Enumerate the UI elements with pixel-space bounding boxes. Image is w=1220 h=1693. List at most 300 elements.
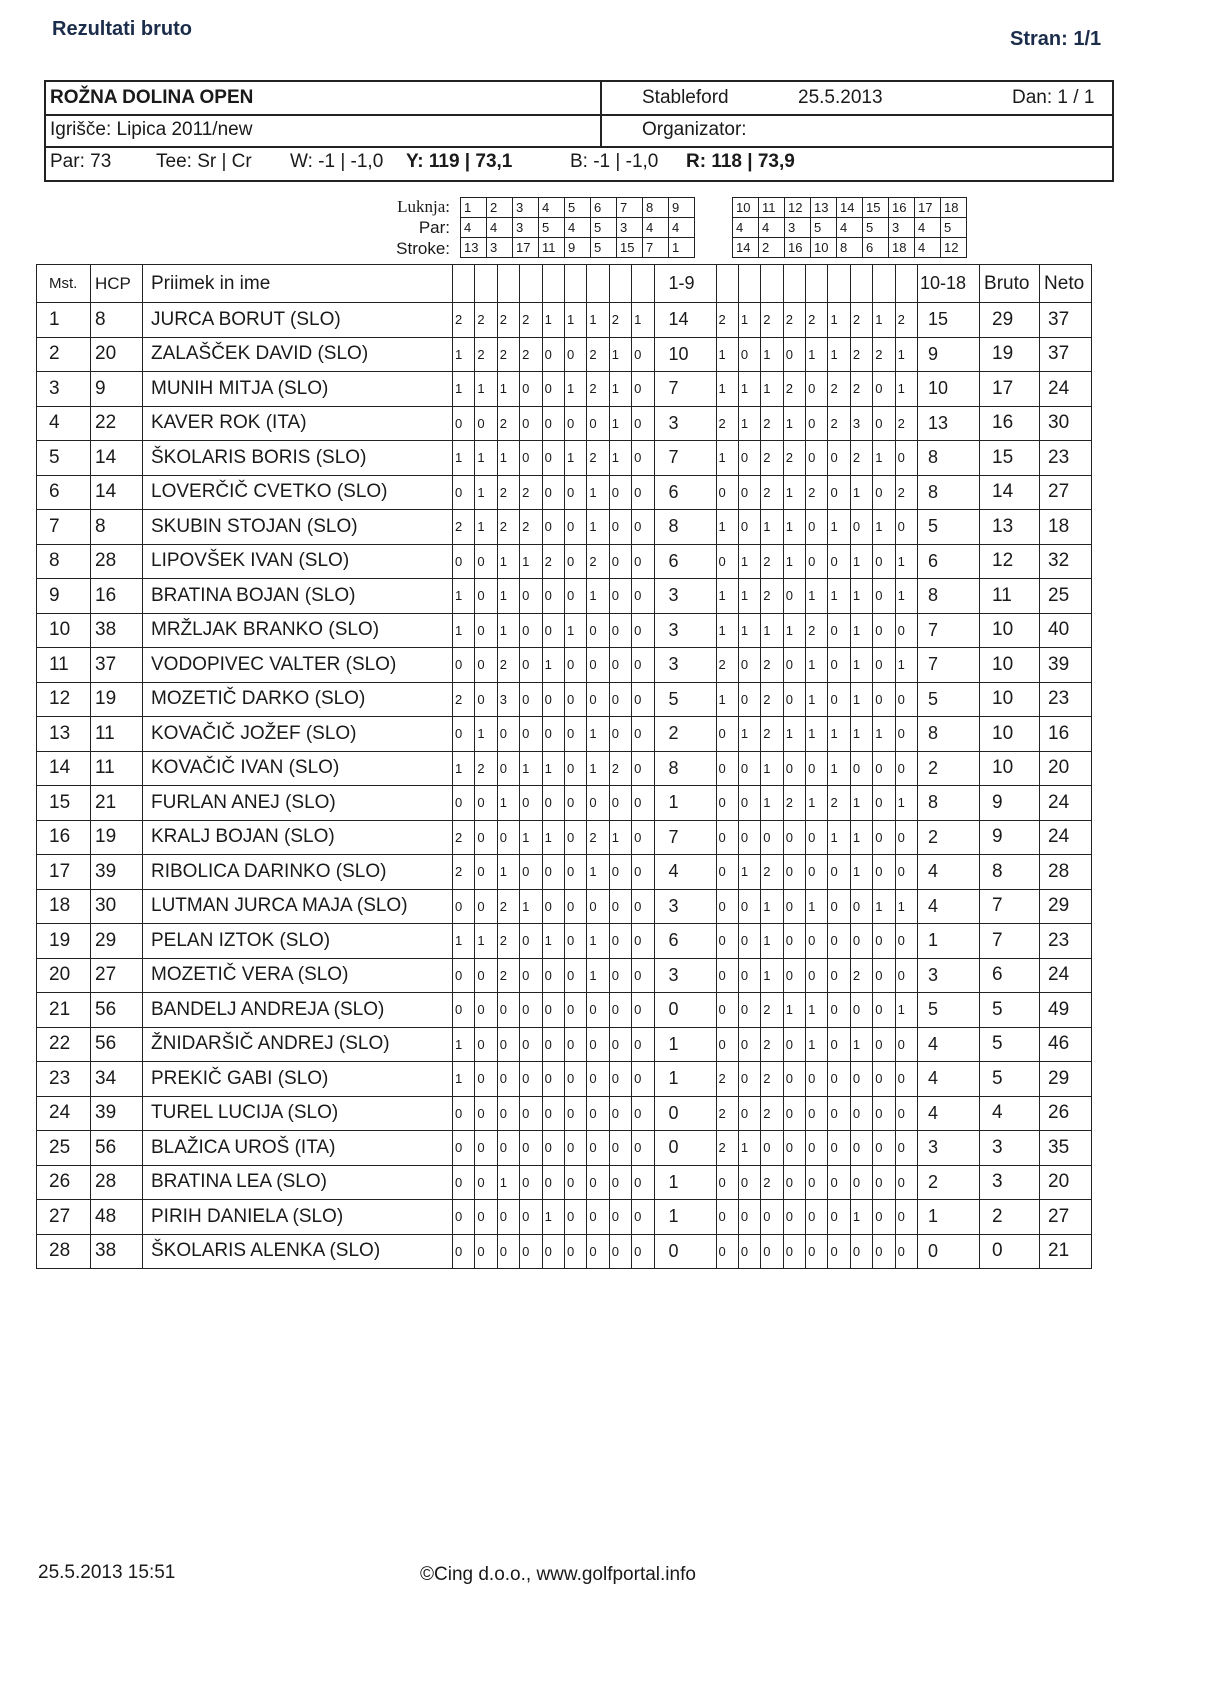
hole-score-cell: 0 [587, 1062, 609, 1097]
hole-stroke-cell: 4 [915, 238, 941, 258]
hole-par-cell: 3 [513, 218, 539, 238]
hole-score-cell: 3 [497, 682, 519, 717]
hole-par-cell: 4 [733, 218, 759, 238]
hole-par-cell: 4 [837, 218, 863, 238]
hole-score-cell: 0 [587, 1096, 609, 1131]
hole-par-cell: 4 [643, 218, 669, 238]
hole-score-cell: 0 [475, 889, 497, 924]
front-total-cell: 0 [654, 993, 716, 1028]
table-row [37, 372, 1092, 407]
hole-score-cell: 0 [609, 924, 631, 959]
hole-score-cell: 2 [895, 303, 917, 338]
hole-score-cell: 0 [850, 889, 872, 924]
hole-score-cell: 0 [716, 544, 738, 579]
hole-score-cell: 0 [520, 1027, 542, 1062]
hole-par-cell: 3 [889, 218, 915, 238]
hole-score-cell: 0 [632, 1131, 654, 1166]
hole-score-cell: 2 [716, 303, 738, 338]
hole-score-cell: 2 [497, 303, 519, 338]
table-row [37, 786, 1092, 821]
hole-score-cell: 1 [806, 579, 828, 614]
neto-cell: 25 [1040, 579, 1092, 614]
hole-score-cell: 2 [453, 855, 475, 890]
table-row [37, 441, 1092, 476]
hole-score-cell: 0 [783, 1062, 805, 1097]
hole-score-cell: 0 [542, 682, 564, 717]
hole-score-cell: 1 [850, 475, 872, 510]
hole-stroke-cell: 5 [591, 238, 617, 258]
hole-score-cell: 0 [453, 1234, 475, 1269]
hole-score-cell: 0 [873, 993, 895, 1028]
hole-score-cell: 1 [828, 579, 850, 614]
bruto-cell: 10 [980, 717, 1040, 752]
hole-score-cell: 0 [828, 682, 850, 717]
table-row [37, 579, 1092, 614]
hole-score-cell: 0 [783, 1165, 805, 1200]
hole-score-cell: 0 [475, 648, 497, 683]
hole-score-cell: 1 [587, 303, 609, 338]
col-neto: Neto [1040, 265, 1092, 303]
hole-score-cell: 0 [475, 786, 497, 821]
front-total-cell: 4 [654, 855, 716, 890]
hole-score-cell: 0 [738, 1027, 760, 1062]
hole-score-cell: 0 [564, 820, 586, 855]
yellow-tee-rating: Y: 119 | 73,1 [406, 151, 513, 172]
bruto-cell: 7 [980, 924, 1040, 959]
hole-score-cell: 0 [873, 924, 895, 959]
hole-score-cell: 1 [542, 648, 564, 683]
hole-score-cell: 0 [828, 924, 850, 959]
neto-cell: 37 [1040, 303, 1092, 338]
table-row [37, 510, 1092, 545]
hole-score-cell: 0 [783, 958, 805, 993]
hole-score-cell: 1 [895, 993, 917, 1028]
neto-cell: 23 [1040, 682, 1092, 717]
hole-score-cell: 0 [520, 1096, 542, 1131]
front-total-cell: 1 [654, 1165, 716, 1200]
info-row-ratings [46, 146, 1112, 178]
hole-score-cell: 1 [738, 303, 760, 338]
player-name-cell: MOZETIČ DARKO (SLO) [143, 682, 453, 717]
bruto-cell: 11 [980, 579, 1040, 614]
hole-score-cell: 0 [542, 717, 564, 752]
hole-score-cell: 2 [716, 648, 738, 683]
hole-score-cell: 0 [828, 648, 850, 683]
hole-score-cell: 0 [520, 1062, 542, 1097]
front-total-cell: 7 [654, 441, 716, 476]
back-total-cell: 9 [918, 337, 980, 372]
hole-score-cell: 2 [497, 648, 519, 683]
hole-score-cell: 0 [716, 1234, 738, 1269]
bruto-cell: 7 [980, 889, 1040, 924]
hole-score-cell: 1 [587, 958, 609, 993]
hole-score-cell: 0 [609, 1234, 631, 1269]
player-name-cell: PIRIH DANIELA (SLO) [143, 1200, 453, 1235]
back-total-cell: 1 [918, 1200, 980, 1235]
back-total-cell: 7 [918, 648, 980, 683]
neto-cell: 27 [1040, 1200, 1092, 1235]
hole-score-cell: 0 [587, 648, 609, 683]
col-hcp: HCP [91, 265, 143, 303]
hole-number-cell: 12 [785, 198, 811, 218]
hole-score-cell: 0 [738, 786, 760, 821]
hole-par-cell: 5 [539, 218, 565, 238]
hole-score-cell: 0 [895, 717, 917, 752]
hole-number-cell: 4 [539, 198, 565, 218]
hole-score-cell: 0 [783, 337, 805, 372]
hcp-cell: 56 [91, 1027, 143, 1062]
hole-score-cell: 1 [850, 1200, 872, 1235]
hole-score-cell: 0 [828, 889, 850, 924]
hole-score-cell: 1 [738, 613, 760, 648]
hcp-cell: 11 [91, 717, 143, 752]
hole-score-cell: 0 [609, 544, 631, 579]
hole-score-cell: 1 [453, 924, 475, 959]
hole-score-cell: 0 [542, 337, 564, 372]
hole-score-cell: 0 [806, 1200, 828, 1235]
hole-score-cell: 1 [828, 510, 850, 545]
bruto-cell: 5 [980, 1062, 1040, 1097]
hole-score-cell: 0 [716, 924, 738, 959]
hole-score-cell: 1 [520, 544, 542, 579]
hole-score-cell: 0 [475, 544, 497, 579]
hole-score-cell: 1 [761, 613, 783, 648]
hole-par-cell: 5 [811, 218, 837, 238]
bruto-cell: 3 [980, 1165, 1040, 1200]
rank-cell: 20 [37, 958, 91, 993]
hole-score-cell: 0 [453, 993, 475, 1028]
hole-score-cell: 0 [632, 1165, 654, 1200]
hole-score-cell: 0 [497, 1096, 519, 1131]
hole-score-cell: 2 [761, 475, 783, 510]
hole-score-cell: 1 [783, 544, 805, 579]
hole-score-cell: 2 [497, 924, 519, 959]
hole-score-cell: 1 [895, 889, 917, 924]
hole-score-cell: 2 [587, 820, 609, 855]
hole-score-cell: 0 [520, 1131, 542, 1166]
back-total-cell: 4 [918, 889, 980, 924]
rank-cell: 24 [37, 1096, 91, 1131]
bruto-cell: 2 [980, 1200, 1040, 1235]
hole-score-cell: 0 [716, 820, 738, 855]
hole-score-cell: 0 [806, 372, 828, 407]
hole-score-cell: 1 [738, 717, 760, 752]
hole-score-cell: 0 [716, 958, 738, 993]
hole-score-cell: 1 [475, 510, 497, 545]
rank-cell: 4 [37, 406, 91, 441]
table-row [37, 1200, 1092, 1235]
blue-tee-rating: B: -1 | -1,0 [570, 151, 659, 172]
hcp-cell: 8 [91, 510, 143, 545]
hole-score-cell: 2 [520, 303, 542, 338]
hole-score-cell: 0 [873, 751, 895, 786]
back-total-cell: 8 [918, 717, 980, 752]
hole-par-cell: 4 [669, 218, 695, 238]
hole-score-cell: 0 [738, 1200, 760, 1235]
hole-score-cell: 0 [453, 786, 475, 821]
hole-score-cell: 0 [475, 613, 497, 648]
hole-score-cell: 1 [850, 682, 872, 717]
hole-score-cell: 0 [475, 855, 497, 890]
hole-number-cell: 15 [863, 198, 889, 218]
hole-score-cell: 0 [564, 924, 586, 959]
rank-cell: 12 [37, 682, 91, 717]
hole-score-cell: 0 [475, 682, 497, 717]
hole-score-cell: 2 [895, 475, 917, 510]
hcp-cell: 20 [91, 337, 143, 372]
hole-score-cell: 1 [895, 544, 917, 579]
front-total-cell: 3 [654, 613, 716, 648]
hole-score-cell: 0 [716, 1200, 738, 1235]
hole-score-cell: 0 [632, 406, 654, 441]
hole-score-cell: 0 [761, 1200, 783, 1235]
hole-score-cell: 0 [453, 1096, 475, 1131]
hole-score-cell: 0 [453, 544, 475, 579]
hole-score-cell: 0 [828, 993, 850, 1028]
hole-score-cell: 0 [873, 1165, 895, 1200]
hcp-cell: 22 [91, 406, 143, 441]
hole-score-cell: 1 [783, 406, 805, 441]
hole-score-cell: 0 [564, 717, 586, 752]
hole-score-cell: 1 [850, 613, 872, 648]
hole-score-cell: 0 [542, 613, 564, 648]
hole-score-cell: 0 [632, 579, 654, 614]
hole-score-cell: 0 [873, 958, 895, 993]
hole-score-cell: 0 [453, 1131, 475, 1166]
hole-score-cell: 0 [873, 786, 895, 821]
hole-score-cell: 0 [895, 924, 917, 959]
hole-score-cell: 0 [609, 510, 631, 545]
hole-score-cell: 2 [806, 613, 828, 648]
back-total-cell: 15 [918, 303, 980, 338]
hole-score-cell: 1 [850, 717, 872, 752]
bruto-cell: 15 [980, 441, 1040, 476]
front-total-cell: 3 [654, 406, 716, 441]
hole-score-cell: 0 [564, 855, 586, 890]
hole-score-cell: 0 [873, 475, 895, 510]
front-total-cell: 1 [654, 1062, 716, 1097]
hole-score-cell: 0 [542, 372, 564, 407]
event-name: ROŽNA DOLINA OPEN [50, 87, 254, 108]
hole-score-cell: 0 [873, 613, 895, 648]
table-row [37, 717, 1092, 752]
hole-score-cell: 1 [497, 855, 519, 890]
hole-score-cell: 1 [873, 303, 895, 338]
hole-score-cell: 0 [542, 958, 564, 993]
hole-score-cell: 0 [828, 1027, 850, 1062]
hole-score-cell: 2 [716, 1096, 738, 1131]
hole-score-cell: 0 [632, 441, 654, 476]
hole-number-cell: 9 [669, 198, 695, 218]
hole-score-cell: 1 [828, 717, 850, 752]
hole-score-cell: 2 [587, 372, 609, 407]
neto-cell: 32 [1040, 544, 1092, 579]
hole-score-cell: 0 [497, 717, 519, 752]
rank-cell: 15 [37, 786, 91, 821]
front-total-cell: 0 [654, 1131, 716, 1166]
hole-score-cell: 1 [497, 579, 519, 614]
hole-score-cell: 0 [828, 441, 850, 476]
player-name-cell: ZALAŠČEK DAVID (SLO) [143, 337, 453, 372]
hole-score-cell: 0 [520, 1234, 542, 1269]
hole-score-cell: 1 [806, 1027, 828, 1062]
player-name-cell: ŠKOLARIS ALENKA (SLO) [143, 1234, 453, 1269]
hole-score-cell: 0 [895, 855, 917, 890]
hole-score-cell: 1 [761, 372, 783, 407]
event-format: Stableford [642, 87, 729, 108]
hole-score-cell: 0 [609, 682, 631, 717]
hole-score-cell: 0 [632, 1200, 654, 1235]
hole-score-cell: 0 [738, 958, 760, 993]
hole-score-cell: 0 [738, 889, 760, 924]
hole-score-cell: 0 [828, 544, 850, 579]
player-name-cell: PELAN IZTOK (SLO) [143, 924, 453, 959]
hole-score-cell: 0 [806, 958, 828, 993]
player-name-cell: FURLAN ANEJ (SLO) [143, 786, 453, 821]
bruto-cell: 13 [980, 510, 1040, 545]
hole-number-cell: 5 [565, 198, 591, 218]
col-front-total: 1-9 [654, 265, 716, 303]
hole-score-cell: 0 [609, 958, 631, 993]
hole-score-cell: 1 [850, 855, 872, 890]
hole-score-cell: 0 [609, 993, 631, 1028]
hole-score-cell: 1 [564, 613, 586, 648]
hole-score-cell: 0 [475, 1234, 497, 1269]
table-row [37, 924, 1092, 959]
hole-score-cell: 1 [520, 889, 542, 924]
hole-score-cell: 1 [542, 1200, 564, 1235]
back-total-cell: 2 [918, 820, 980, 855]
hole-score-cell: 1 [497, 786, 519, 821]
hole-score-cell: 2 [475, 337, 497, 372]
hole-score-cell: 0 [783, 1131, 805, 1166]
hole-score-cell: 1 [761, 889, 783, 924]
hcp-cell: 56 [91, 993, 143, 1028]
hole-score-cell: 1 [587, 717, 609, 752]
hole-score-cell: 1 [783, 993, 805, 1028]
hole-score-cell: 0 [564, 406, 586, 441]
col-back-total: 10-18 [918, 265, 980, 303]
rank-cell: 22 [37, 1027, 91, 1062]
info-row-course [46, 114, 1112, 148]
hole-score-cell: 0 [828, 475, 850, 510]
hole-score-cell: 0 [761, 820, 783, 855]
hole-score-cell: 2 [453, 682, 475, 717]
hole-score-cell: 0 [564, 475, 586, 510]
hole-score-cell: 0 [542, 579, 564, 614]
hole-score-cell: 0 [564, 1200, 586, 1235]
hole-score-cell: 0 [520, 648, 542, 683]
hole-score-cell: 0 [453, 1165, 475, 1200]
hole-par-cell: 5 [591, 218, 617, 238]
hole-score-cell: 1 [828, 337, 850, 372]
hole-score-cell: 0 [738, 820, 760, 855]
hole-score-cell: 0 [783, 751, 805, 786]
hole-score-cell: 1 [850, 544, 872, 579]
hole-score-cell: 0 [609, 648, 631, 683]
hole-score-cell: 1 [806, 682, 828, 717]
hole-score-cell: 1 [873, 441, 895, 476]
hole-score-cell: 1 [475, 924, 497, 959]
hole-score-cell: 2 [850, 337, 872, 372]
hole-score-cell: 2 [783, 372, 805, 407]
rank-cell: 14 [37, 751, 91, 786]
hole-score-cell: 2 [761, 648, 783, 683]
hole-score-cell: 0 [609, 613, 631, 648]
hole-score-cell: 0 [609, 855, 631, 890]
hole-score-cell: 0 [564, 1165, 586, 1200]
hole-score-cell: 0 [716, 751, 738, 786]
hole-score-cell: 0 [632, 1096, 654, 1131]
hole-score-cell: 0 [895, 1200, 917, 1235]
hole-stroke-cell: 13 [461, 238, 487, 258]
front-total-cell: 0 [654, 1096, 716, 1131]
hole-score-cell: 0 [895, 510, 917, 545]
rank-cell: 13 [37, 717, 91, 752]
hole-score-cell: 1 [587, 855, 609, 890]
hole-score-cell: 0 [828, 1096, 850, 1131]
hole-score-cell: 0 [828, 958, 850, 993]
hole-score-cell: 2 [783, 441, 805, 476]
hole-score-cell: 1 [761, 786, 783, 821]
hole-score-cell: 0 [542, 1165, 564, 1200]
red-tee-rating: R: 118 | 73,9 [686, 151, 795, 172]
hole-score-cell: 0 [497, 993, 519, 1028]
hole-score-cell: 0 [564, 648, 586, 683]
hole-score-cell: 1 [453, 751, 475, 786]
hcp-cell: 29 [91, 924, 143, 959]
hole-score-cell: 1 [587, 510, 609, 545]
hole-score-cell: 0 [564, 510, 586, 545]
hole-score-cell: 0 [609, 1096, 631, 1131]
bruto-cell: 29 [980, 303, 1040, 338]
rank-cell: 23 [37, 1062, 91, 1097]
hole-score-cell: 0 [738, 1165, 760, 1200]
hole-score-cell: 0 [828, 1131, 850, 1166]
hole-score-cell: 0 [453, 958, 475, 993]
hole-score-cell: 0 [873, 1200, 895, 1235]
neto-cell: 26 [1040, 1096, 1092, 1131]
event-info-box [44, 80, 1114, 182]
hcp-cell: 9 [91, 372, 143, 407]
report-title: Rezultati bruto [52, 18, 192, 40]
hole-score-cell: 0 [564, 751, 586, 786]
neto-cell: 20 [1040, 1165, 1092, 1200]
hole-score-cell: 0 [828, 1165, 850, 1200]
hole-par-cell: 4 [487, 218, 513, 238]
hole-score-cell: 2 [761, 1027, 783, 1062]
hcp-cell: 38 [91, 1234, 143, 1269]
back-total-cell: 2 [918, 751, 980, 786]
info-row-event [46, 82, 1112, 116]
hole-score-cell: 0 [609, 1165, 631, 1200]
front-total-cell: 0 [654, 1234, 716, 1269]
rank-cell: 3 [37, 372, 91, 407]
bruto-cell: 10 [980, 751, 1040, 786]
hole-score-cell: 2 [497, 475, 519, 510]
hole-score-cell: 1 [850, 1027, 872, 1062]
hole-score-cell: 0 [520, 958, 542, 993]
hole-score-cell: 0 [542, 1062, 564, 1097]
bruto-cell: 0 [980, 1234, 1040, 1269]
hole-score-cell: 0 [542, 1234, 564, 1269]
hole-score-cell: 2 [783, 786, 805, 821]
hole-score-cell: 1 [453, 441, 475, 476]
hole-score-cell: 0 [542, 441, 564, 476]
table-row [37, 337, 1092, 372]
hole-score-cell: 2 [828, 786, 850, 821]
hole-score-cell: 2 [716, 1131, 738, 1166]
